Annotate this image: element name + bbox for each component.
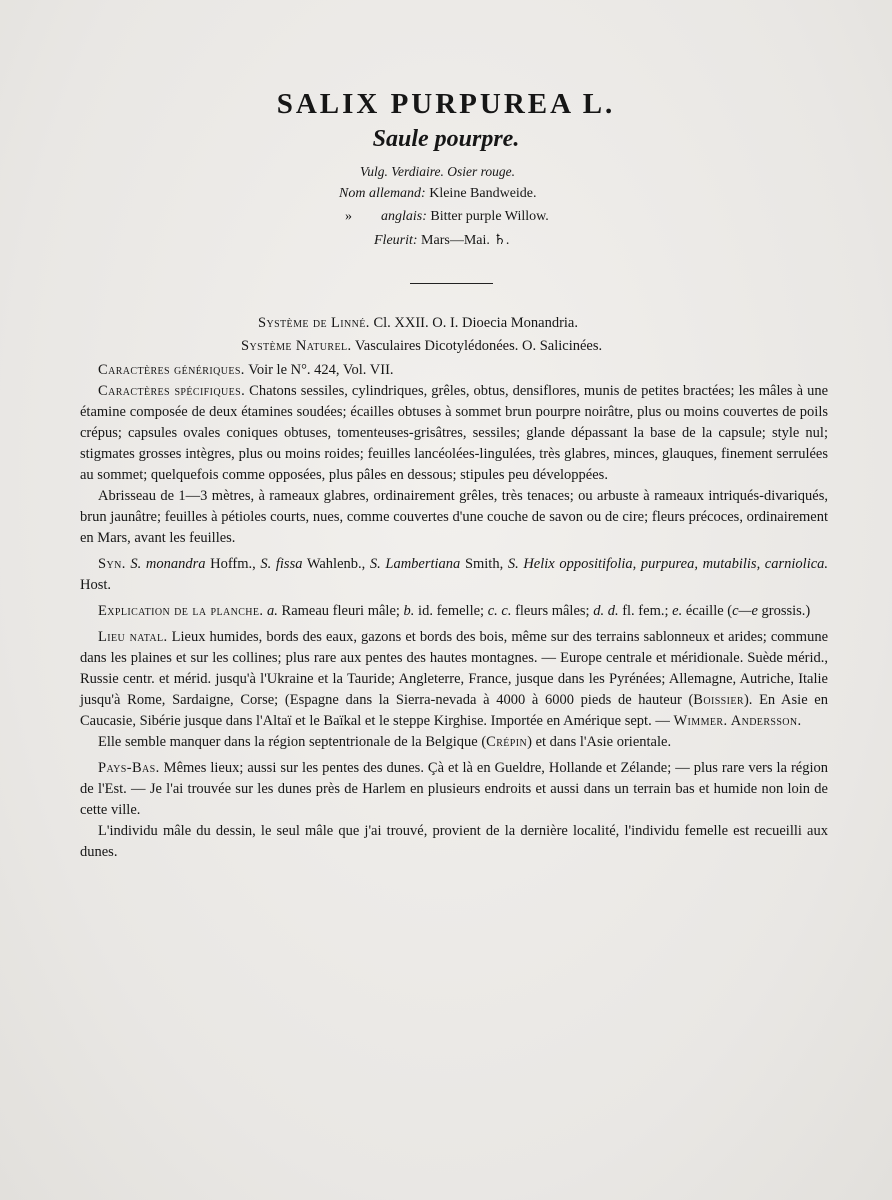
synonym-author: Smith, <box>464 556 504 572</box>
native-habitat <box>80 627 828 732</box>
plate-letter: d. d. <box>593 603 619 619</box>
author-citation: Wimmer. Andersson. <box>673 713 802 729</box>
plate-letter: e. <box>672 603 683 619</box>
native-habitat-label: Lieu natal. <box>98 629 168 645</box>
generic-characters <box>80 360 828 381</box>
english-name-label: anglais: <box>381 209 427 224</box>
common-name: Saule pourpre. <box>372 126 520 152</box>
plate-text: écaille ( <box>685 603 733 619</box>
flowering-value: Mars—Mai. ♄. <box>421 233 510 248</box>
synonym: S. monandra <box>130 556 206 572</box>
linne-label: Système de Linné. <box>258 315 370 331</box>
habitat-text: ) et dans l'Asie orientale. <box>527 734 672 750</box>
plate-explanation-label: Explication de la planche. <box>98 603 264 619</box>
linne-system-line <box>258 315 578 332</box>
plate-letter: c—e <box>732 603 758 619</box>
synonyms-paragraph <box>80 554 828 596</box>
specific-characters <box>80 381 828 486</box>
plate-text: Rameau fleuri mâle; <box>281 603 400 619</box>
habitat-text: ). En Asie en Caucasie, Sibérie jusque dans l'Altaï et le Baïkal et le steppe Kirghise. Importée en Amérique sept. — <box>80 692 828 729</box>
final-note: L'individu mâle du dessin, le seul mâle que j'ai trouvé, provient de la dernière localité, l'individu femelle est recueilli aux dunes. <box>80 823 828 860</box>
plate-letter: c. c. <box>487 603 512 619</box>
plate-explanation <box>80 601 828 622</box>
netherlands-paragraph <box>80 758 828 821</box>
plate-text: grossis.) <box>761 603 811 619</box>
vernacular-names: Vulg. Verdiaire. Osier rouge. <box>360 164 515 179</box>
species-title: SALIX PURPUREA L. <box>276 88 616 120</box>
separator-rule <box>410 283 493 284</box>
plate-text: fl. fem.; <box>622 603 669 619</box>
description-body <box>80 360 828 863</box>
german-name-value: Kleine Bandweide. <box>429 186 537 201</box>
synonyms-label: Syn. <box>98 556 126 572</box>
specific-text: Chatons sessiles, cylindriques, grêles, obtus, densiflores, munis de petites bractées; les mâles à une étamine composée de deux étamines soudées; écailles obtuses à sommet brun pourpre noirâtre, plus ou moins couvertes de poils crépus; capsules ovales coniques obtuses, tomenteuses-grisâtres, sessiles; glande dépassant la base de la capsule; style nul; stigmates grosses intègres, plus ou moins roides; feuilles lancéolées-lingulées, très glabres, minces, glauques, finement serrulées au sommet; quelquefois comme opposées, plus pâles en dessous; stipules peu développées. <box>80 383 829 483</box>
habitat-text: Lieux humides, bords des eaux, gazons et bords des bois, même sur des terrains sablonneux et arides; commune dans les plaines et sur les collines; plus rare aux pentes des hautes montagnes. — Europe centrale et méridionale. Suède mérid., Russie centr. et mérid. jusqu'à l'Ukraine et la Tauride; Angleterre, France, jusque dans les Pyrénées; Allemagne, Autriche, Italie jusqu'à Rome, Sardaigne, Corse; (Espagne dans la Sierra-nevada à 4000 à 6000 pieds de hauteur ( <box>80 629 829 708</box>
synonym: S. Lambertiana <box>369 556 461 572</box>
synonym: S. fissa <box>260 556 303 572</box>
linne-text: Cl. XXII. O. I. Dioecia Monandria. <box>373 315 578 331</box>
habitat-note <box>80 732 828 753</box>
plate-text: id. femelle; <box>418 603 485 619</box>
generic-label: Caractères génériques. <box>98 362 245 378</box>
author-citation: Crépin <box>486 734 528 750</box>
english-name-value: Bitter purple Willow. <box>430 209 549 224</box>
natural-text: Vasculaires Dicotylédonées. O. Salicinées. <box>354 338 603 354</box>
synonym: S. Helix oppositifolia, purpurea, mutabilis, carniolica. <box>507 556 829 572</box>
habit-paragraph: Abrisseau de 1—3 mètres, à rameaux glabres, ordinairement grêles, très tenaces; ou arbuste à rameaux intriqués-divariqués, brun jaunâtre; feuilles à pétioles courts, nues, comme couvertes d'une couche de savon ou de cire; fleurs précoces, ordinairement en Mars, avant les feuilles. <box>80 488 828 546</box>
habitat-text: Elle semble manquer dans la région septentrionale de la Belgique ( <box>98 734 487 750</box>
ditto-mark: » <box>345 209 352 224</box>
natural-system-line <box>241 338 602 355</box>
natural-label: Système Naturel. <box>241 338 352 354</box>
synonym-author: Host. <box>80 577 112 593</box>
german-name-label: Nom allemand: <box>339 186 426 201</box>
flowering-line <box>374 232 509 249</box>
english-name-line <box>345 209 549 225</box>
netherlands-text: Mêmes lieux; aussi sur les pentes des dunes. Çà et là en Gueldre, Hollande et Zélande; — plus rare vers la région de l'Est. — Je l'ai trouvée sur les dunes près de Harlem en plusieurs endroits et aussi dans un terrain bas et humide non loin de cette ville. <box>80 760 829 818</box>
flowering-label: Fleurit: <box>374 233 418 248</box>
german-name-line <box>339 186 537 202</box>
netherlands-label: Pays-Bas. <box>98 760 160 776</box>
synonym-author: Hoffm., <box>210 556 256 572</box>
plate-text: fleurs mâles; <box>515 603 590 619</box>
author-citation: Boissier <box>693 692 744 708</box>
plate-letter: b. <box>403 603 415 619</box>
synonym-author: Wahlenb., <box>306 556 366 572</box>
specific-label: Caractères spécifiques. <box>98 383 246 399</box>
generic-text: Voir le N°. 424, Vol. VII. <box>248 362 394 378</box>
plate-letter: a. <box>267 603 278 619</box>
